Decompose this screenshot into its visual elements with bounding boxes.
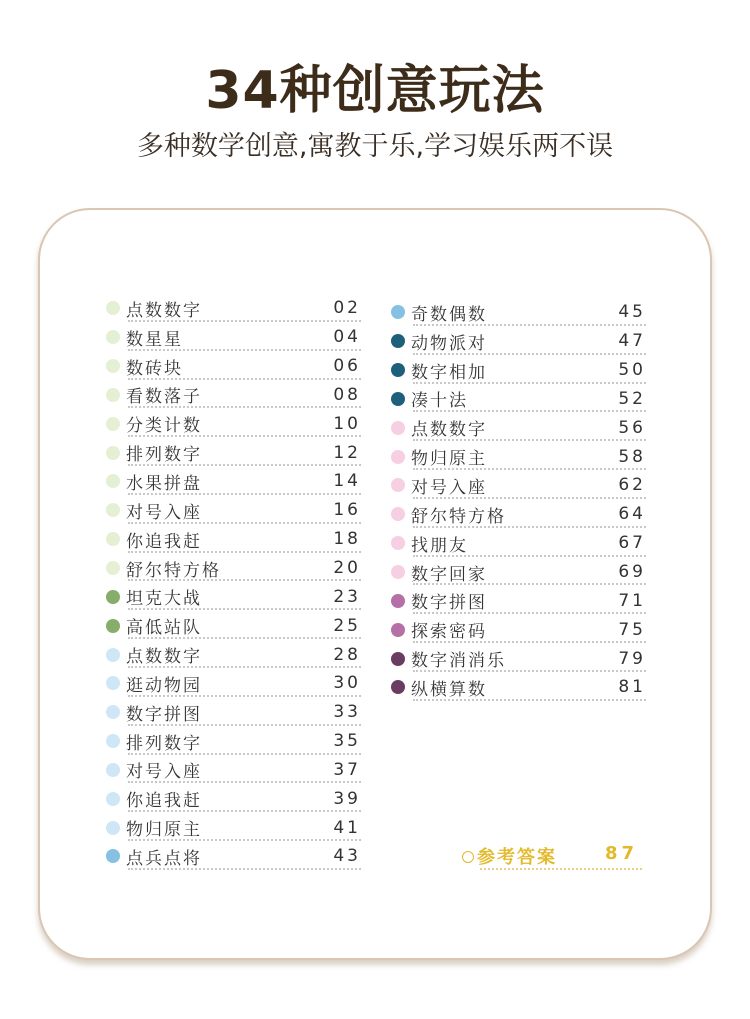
toc-entry-page: 43 xyxy=(333,846,361,867)
toc-entry[interactable] xyxy=(391,558,646,587)
bullet-dot-icon xyxy=(106,590,120,604)
toc-entry[interactable] xyxy=(106,611,361,640)
bullet-dot-icon xyxy=(106,648,120,662)
bullet-dot-icon xyxy=(391,507,405,521)
toc-entry-page: 37 xyxy=(333,759,361,780)
page-subtitle: 多种数学创意,寓教于乐,学习娱乐两不误 xyxy=(136,131,614,162)
toc-entry[interactable] xyxy=(106,756,361,785)
dotted-leader xyxy=(413,583,646,585)
toc-entry-title: 你追我赶 xyxy=(126,791,202,812)
toc-entry-title: 分类计数 xyxy=(126,416,202,437)
toc-entry[interactable] xyxy=(106,784,361,813)
dotted-leader xyxy=(413,641,646,643)
toc-entry-page: 87 xyxy=(604,843,638,864)
toc-entry[interactable] xyxy=(106,813,361,842)
dotted-leader xyxy=(413,439,646,441)
toc-entry-page: 23 xyxy=(333,586,361,607)
toc-entry[interactable] xyxy=(106,842,361,871)
toc-entry-title: 点兵点将 xyxy=(126,848,202,869)
toc-entry-page: 52 xyxy=(618,388,646,409)
toc-left-column xyxy=(106,294,361,871)
bullet-dot-icon xyxy=(106,619,120,633)
bullet-dot-icon xyxy=(106,561,120,575)
dotted-leader xyxy=(413,468,646,470)
toc-entry[interactable] xyxy=(391,356,646,385)
toc-entry-page: 75 xyxy=(618,619,646,640)
dotted-leader xyxy=(128,608,361,610)
bullet-dot-icon xyxy=(106,763,120,777)
toc-entry[interactable] xyxy=(106,352,361,381)
toc-entry-title: 探索密码 xyxy=(411,622,487,643)
dotted-leader xyxy=(128,695,361,697)
toc-entry[interactable] xyxy=(106,323,361,352)
toc-entry-page: 04 xyxy=(333,327,361,348)
toc-entry[interactable] xyxy=(106,582,361,611)
toc-entry-page: 71 xyxy=(618,590,646,611)
toc-entry-title: 动物派对 xyxy=(411,333,487,354)
dotted-leader xyxy=(413,526,646,528)
toc-entry-title: 坦克大战 xyxy=(126,589,202,610)
toc-entry-title: 物归原主 xyxy=(126,820,202,841)
bullet-dot-icon xyxy=(391,305,405,319)
bullet-dot-icon xyxy=(391,594,405,608)
toc-entry-title: 纵横算数 xyxy=(411,679,487,700)
bullet-dot-icon xyxy=(106,301,120,315)
toc-entry-page: 41 xyxy=(333,817,361,838)
bullet-dot-icon xyxy=(106,503,120,517)
toc-entry-page: 47 xyxy=(618,331,646,352)
dotted-leader xyxy=(128,320,361,322)
toc-entry[interactable] xyxy=(391,673,646,702)
toc-entry-title: 点数数字 xyxy=(411,420,487,441)
bullet-dot-icon xyxy=(391,334,405,348)
bullet-dot-icon xyxy=(391,450,405,464)
bullet-dot-icon xyxy=(391,392,405,406)
toc-entry[interactable] xyxy=(106,409,361,438)
bullet-dot-icon xyxy=(106,676,120,690)
toc-entry-page: 45 xyxy=(618,302,646,323)
toc-entry-title: 舒尔特方格 xyxy=(126,560,221,581)
dotted-leader xyxy=(128,637,361,639)
toc-entry[interactable] xyxy=(391,644,646,673)
toc-entry-title: 对号入座 xyxy=(126,762,202,783)
toc-entry[interactable] xyxy=(106,467,361,496)
toc-entry[interactable] xyxy=(391,615,646,644)
dotted-leader xyxy=(413,612,646,614)
dotted-leader xyxy=(128,406,361,408)
toc-entry-page: 18 xyxy=(333,529,361,550)
dotted-leader xyxy=(128,522,361,524)
bullet-dot-icon xyxy=(106,821,120,835)
toc-entry-page: 35 xyxy=(333,731,361,752)
dotted-leader xyxy=(413,410,646,412)
dotted-leader xyxy=(128,666,361,668)
bullet-dot-icon xyxy=(106,417,120,431)
toc-entry-title: 排列数字 xyxy=(126,445,202,466)
bullet-dot-icon xyxy=(106,388,120,402)
bullet-dot-icon xyxy=(391,652,405,666)
bullet-dot-icon xyxy=(106,849,120,863)
toc-entry-page: 06 xyxy=(333,356,361,377)
toc-entry[interactable] xyxy=(106,698,361,727)
toc-entry[interactable] xyxy=(106,294,361,323)
dotted-leader xyxy=(413,670,646,672)
toc-entry-page: 14 xyxy=(333,471,361,492)
toc-entry[interactable] xyxy=(106,381,361,410)
toc-entry-page: 10 xyxy=(333,413,361,434)
dotted-leader xyxy=(413,353,646,355)
toc-entry[interactable] xyxy=(391,413,646,442)
toc-entry-title: 物归原主 xyxy=(411,449,487,470)
dotted-leader xyxy=(413,497,646,499)
toc-entry[interactable] xyxy=(106,525,361,554)
bullet-dot-icon xyxy=(391,680,405,694)
toc-entry-page: 02 xyxy=(333,298,361,319)
toc-entry-page: 67 xyxy=(618,533,646,554)
bullet-dot-icon xyxy=(106,359,120,373)
dotted-leader xyxy=(128,724,361,726)
toc-entry-title: 数字回家 xyxy=(411,564,487,585)
toc-entry-title: 逛动物园 xyxy=(126,675,202,696)
dotted-leader xyxy=(413,382,646,384)
toc-entry-title: 排列数字 xyxy=(126,733,202,754)
bullet-dot-icon xyxy=(106,705,120,719)
bullet-dot-icon xyxy=(106,792,120,806)
toc-entry-page: 16 xyxy=(333,500,361,521)
toc-entry[interactable] xyxy=(106,554,361,583)
toc-entry[interactable] xyxy=(391,586,646,615)
toc-entry[interactable] xyxy=(391,500,646,529)
toc-entry-page: 28 xyxy=(333,644,361,665)
toc-entry-title: 点数数字 xyxy=(126,300,202,321)
toc-entry-title: 数星星 xyxy=(126,329,183,350)
toc-entry-page: 30 xyxy=(333,673,361,694)
toc-entry-page: 56 xyxy=(618,417,646,438)
bullet-dot-icon xyxy=(106,446,120,460)
toc-entry-title: 你追我赶 xyxy=(126,531,202,552)
bullet-dot-icon xyxy=(391,363,405,377)
toc-entry-page: 33 xyxy=(333,702,361,723)
bullet-dot-icon xyxy=(391,478,405,492)
dotted-leader xyxy=(128,551,361,553)
toc-entry[interactable] xyxy=(106,669,361,698)
dotted-leader xyxy=(413,699,646,701)
dotted-leader xyxy=(413,324,646,326)
toc-entry-page: 50 xyxy=(618,360,646,381)
toc-entry-title: 对号入座 xyxy=(126,502,202,523)
toc-entry-page: 12 xyxy=(333,442,361,463)
toc-entry[interactable] xyxy=(106,438,361,467)
toc-entry-answers[interactable] xyxy=(462,843,642,871)
dotted-leader xyxy=(128,349,361,351)
dotted-leader xyxy=(128,781,361,783)
bullet-dot-icon xyxy=(391,623,405,637)
toc-entry[interactable] xyxy=(391,385,646,414)
toc-entry-page: 79 xyxy=(618,648,646,669)
toc-entry-page: 58 xyxy=(618,446,646,467)
dotted-leader xyxy=(128,753,361,755)
dotted-leader xyxy=(128,464,361,466)
bullet-dot-icon xyxy=(106,532,120,546)
dotted-leader xyxy=(128,868,361,870)
toc-entry-page: 25 xyxy=(333,615,361,636)
toc-entry[interactable] xyxy=(391,471,646,500)
dotted-leader xyxy=(128,579,361,581)
bullet-dot-icon xyxy=(106,330,120,344)
dotted-leader xyxy=(413,555,646,557)
dotted-leader xyxy=(128,839,361,841)
toc-entry-title: 水果拼盘 xyxy=(126,473,202,494)
toc-entry[interactable] xyxy=(106,727,361,756)
toc-entry[interactable] xyxy=(106,496,361,525)
bullet-dot-icon xyxy=(391,536,405,550)
toc-right-column xyxy=(391,298,646,702)
toc-entry-title: 舒尔特方格 xyxy=(411,506,506,527)
toc-entry-title: 点数数字 xyxy=(126,647,202,668)
toc-entry-page: 81 xyxy=(618,677,646,698)
toc-entry-page: 64 xyxy=(618,504,646,525)
toc-entry[interactable] xyxy=(391,529,646,558)
toc-entry-title: 看数落子 xyxy=(126,387,202,408)
toc-entry-page: 69 xyxy=(618,562,646,583)
toc-entry-page: 62 xyxy=(618,475,646,496)
toc-entry[interactable] xyxy=(391,442,646,471)
bullet-dot-icon xyxy=(391,565,405,579)
circle-bullet-icon xyxy=(462,851,474,863)
toc-entry[interactable] xyxy=(391,298,646,327)
bullet-dot-icon xyxy=(106,474,120,488)
dotted-leader xyxy=(128,378,361,380)
page-title: 34种创意玩法 xyxy=(205,61,545,121)
dotted-leader xyxy=(480,868,642,870)
toc-entry-title: 参考答案 xyxy=(477,847,557,868)
toc-entry-title: 奇数偶数 xyxy=(411,304,487,325)
toc-entry[interactable] xyxy=(391,327,646,356)
dotted-leader xyxy=(128,493,361,495)
toc-entry-title: 数字消消乐 xyxy=(411,651,506,672)
toc-entry-page: 20 xyxy=(333,558,361,579)
dotted-leader xyxy=(128,435,361,437)
toc-entry-title: 凑十法 xyxy=(411,391,468,412)
toc-entry-title: 高低站队 xyxy=(126,618,202,639)
toc-entry-title: 数字拼图 xyxy=(411,593,487,614)
toc-entry-title: 数砖块 xyxy=(126,358,183,379)
toc-entry-title: 对号入座 xyxy=(411,477,487,498)
bullet-dot-icon xyxy=(106,734,120,748)
bullet-dot-icon xyxy=(391,421,405,435)
toc-entry-title: 数字相加 xyxy=(411,362,487,383)
toc-entry-page: 39 xyxy=(333,788,361,809)
toc-entry[interactable] xyxy=(106,640,361,669)
dotted-leader xyxy=(128,810,361,812)
toc-entry-title: 找朋友 xyxy=(411,535,468,556)
toc-entry-page: 08 xyxy=(333,384,361,405)
toc-entry-title: 数字拼图 xyxy=(126,704,202,725)
